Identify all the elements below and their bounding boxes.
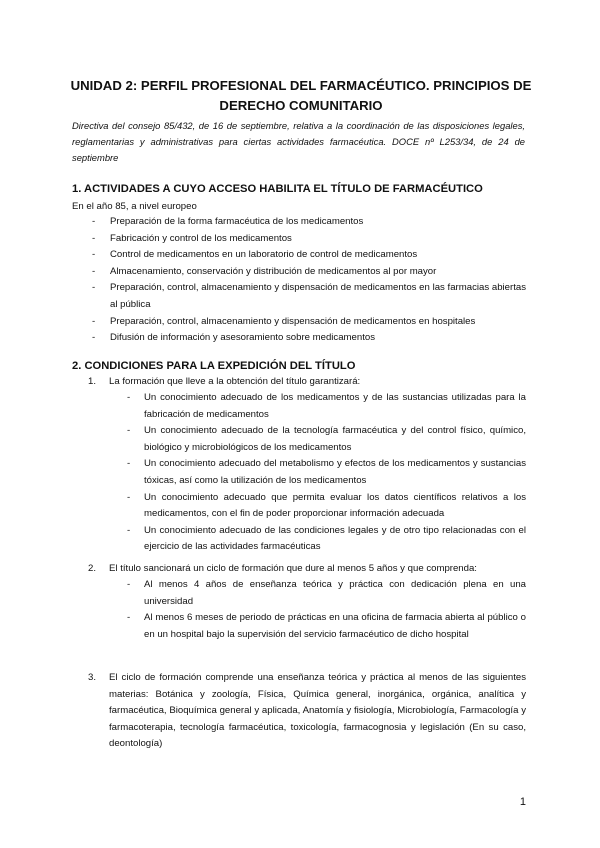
list-item-text: Fabricación y control de los medicamentos (110, 232, 292, 244)
list-item (127, 456, 526, 489)
list-item-text: Al menos 4 años de enseñanza teórica y práctica con dedicación plena en una universidad (144, 579, 526, 607)
page-title: UNIDAD 2: PERFIL PROFESIONAL DEL FARMACÉUTICO. PRINCIPIOS DE DERECHO COMUNITARIO (70, 78, 532, 113)
list-item-text: Un conocimiento adecuado del metabolismo y efectos de los medicamentos y sustancias tóxicas, así como la utilización de los medicamentos (144, 458, 526, 486)
bullet-dash: - (127, 491, 131, 503)
list-item (127, 610, 526, 643)
list-item (92, 330, 526, 347)
list-item-text: Preparación, control, almacenamiento y dispensación de medicamentos en hospitales (110, 315, 476, 327)
list-item-text: Un conocimiento adecuado que permita evaluar los datos científicos relativos a los medicamentos, con el fin de poder proporcionar información adecuada (144, 491, 526, 520)
page-number: 1 (519, 796, 526, 808)
bullet-dash: - (127, 524, 131, 536)
bullet-dash: - (92, 265, 96, 277)
numbered-item-1 (88, 374, 526, 391)
directive-reference: Directiva del consejo 85/432, de 16 de septiembre, relativa a la coordinación de las disposiciones legales, reglamentarias y administrativas para ciertas actividades farmacéutica. DOCE nº L253/34, de 24 de septiembre (72, 120, 525, 164)
knowledge-list (127, 390, 526, 556)
bullet-dash: - (92, 249, 96, 261)
list-item-text: Al menos 6 meses de periodo de prácticas en una oficina de farmacia abierta al público o en un hospital bajo la supervisión del servicio farmacéutico de dicho hospital (144, 612, 526, 640)
list-item-text: Preparación de la forma farmacéutica de los medicamentos (110, 216, 364, 227)
list-item-text: Un conocimiento adecuado de los medicamentos y de las sustancias utilizadas para la fabricación de medicamentos (144, 392, 526, 420)
bullet-dash: - (92, 332, 96, 344)
list-item (127, 490, 526, 523)
bullet-dash: - (127, 392, 131, 403)
bullet-dash: - (127, 612, 131, 624)
section-2-heading: 2. CONDICIONES PARA LA EXPEDICIÓN DEL TÍTULO (72, 360, 356, 372)
item-text: El título sancionará un ciclo de formación que dure al menos 5 años y que comprenda: (109, 563, 477, 574)
list-item (92, 231, 526, 248)
list-item-text: Un conocimiento adecuado de las condiciones legales y de otro tipo relacionadas con el ejercicio de las actividades farmacéuticas (144, 524, 526, 553)
list-item-text: Un conocimiento adecuado de la tecnología farmacéutica y del control físico, químico, biológico y microbiológicos de los medicamentos (144, 425, 526, 453)
section-1-intro: En el año 85, a nivel europeo (72, 201, 197, 212)
activities-list (92, 214, 526, 347)
item-text: La formación que lleve a la obtención del título garantizará: (109, 376, 361, 387)
list-item-text: Preparación, control, almacenamiento y dispensación de medicamentos en las farmacias abiertas al pública (110, 282, 526, 310)
bullet-dash: - (127, 458, 131, 470)
numbered-item-3 (88, 670, 526, 753)
bullet-dash: - (127, 425, 131, 437)
bullet-dash: - (92, 315, 96, 327)
item-number: 3. (88, 672, 97, 683)
item-number: 1. (88, 376, 97, 387)
list-item (92, 264, 526, 281)
list-item (127, 390, 526, 423)
bullet-dash: - (127, 579, 131, 590)
list-item (92, 314, 526, 331)
bullet-dash: - (92, 282, 96, 294)
item-number: 2. (88, 563, 97, 574)
bullet-dash: - (92, 216, 96, 227)
list-item (127, 523, 526, 556)
list-item (127, 423, 526, 456)
list-item-text: Almacenamiento, conservación y distribución de medicamentos al por mayor (110, 265, 437, 277)
item-text: El ciclo de formación comprende una enseñanza teórica y práctica al menos de las siguientes materias: Botánica y zoología, Física, Química general, inorgánica, orgánica, analítica y farmacéutica, Bioquímica general y aplicada, Anatomía y fisiología, Microbiología, Farmacología y farmacoterapia, tecnología farmacéutica, toxicología, farmacognosia y legislación (En su caso, deontología) (109, 672, 526, 750)
list-item (127, 577, 526, 610)
training-cycle-list (127, 577, 526, 643)
list-item-text: Control de medicamentos en un laboratorio de control de medicamentos (110, 249, 418, 261)
numbered-item-2 (88, 561, 526, 578)
list-item-text: Difusión de información y asesoramiento sobre medicamentos (110, 332, 376, 344)
bullet-dash: - (92, 232, 96, 244)
section-1-heading: 1. ACTIVIDADES A CUYO ACCESO HABILITA EL TÍTULO DE FARMACÉUTICO (72, 183, 483, 195)
list-item (92, 214, 526, 231)
list-item (92, 280, 526, 313)
list-item (92, 247, 526, 264)
